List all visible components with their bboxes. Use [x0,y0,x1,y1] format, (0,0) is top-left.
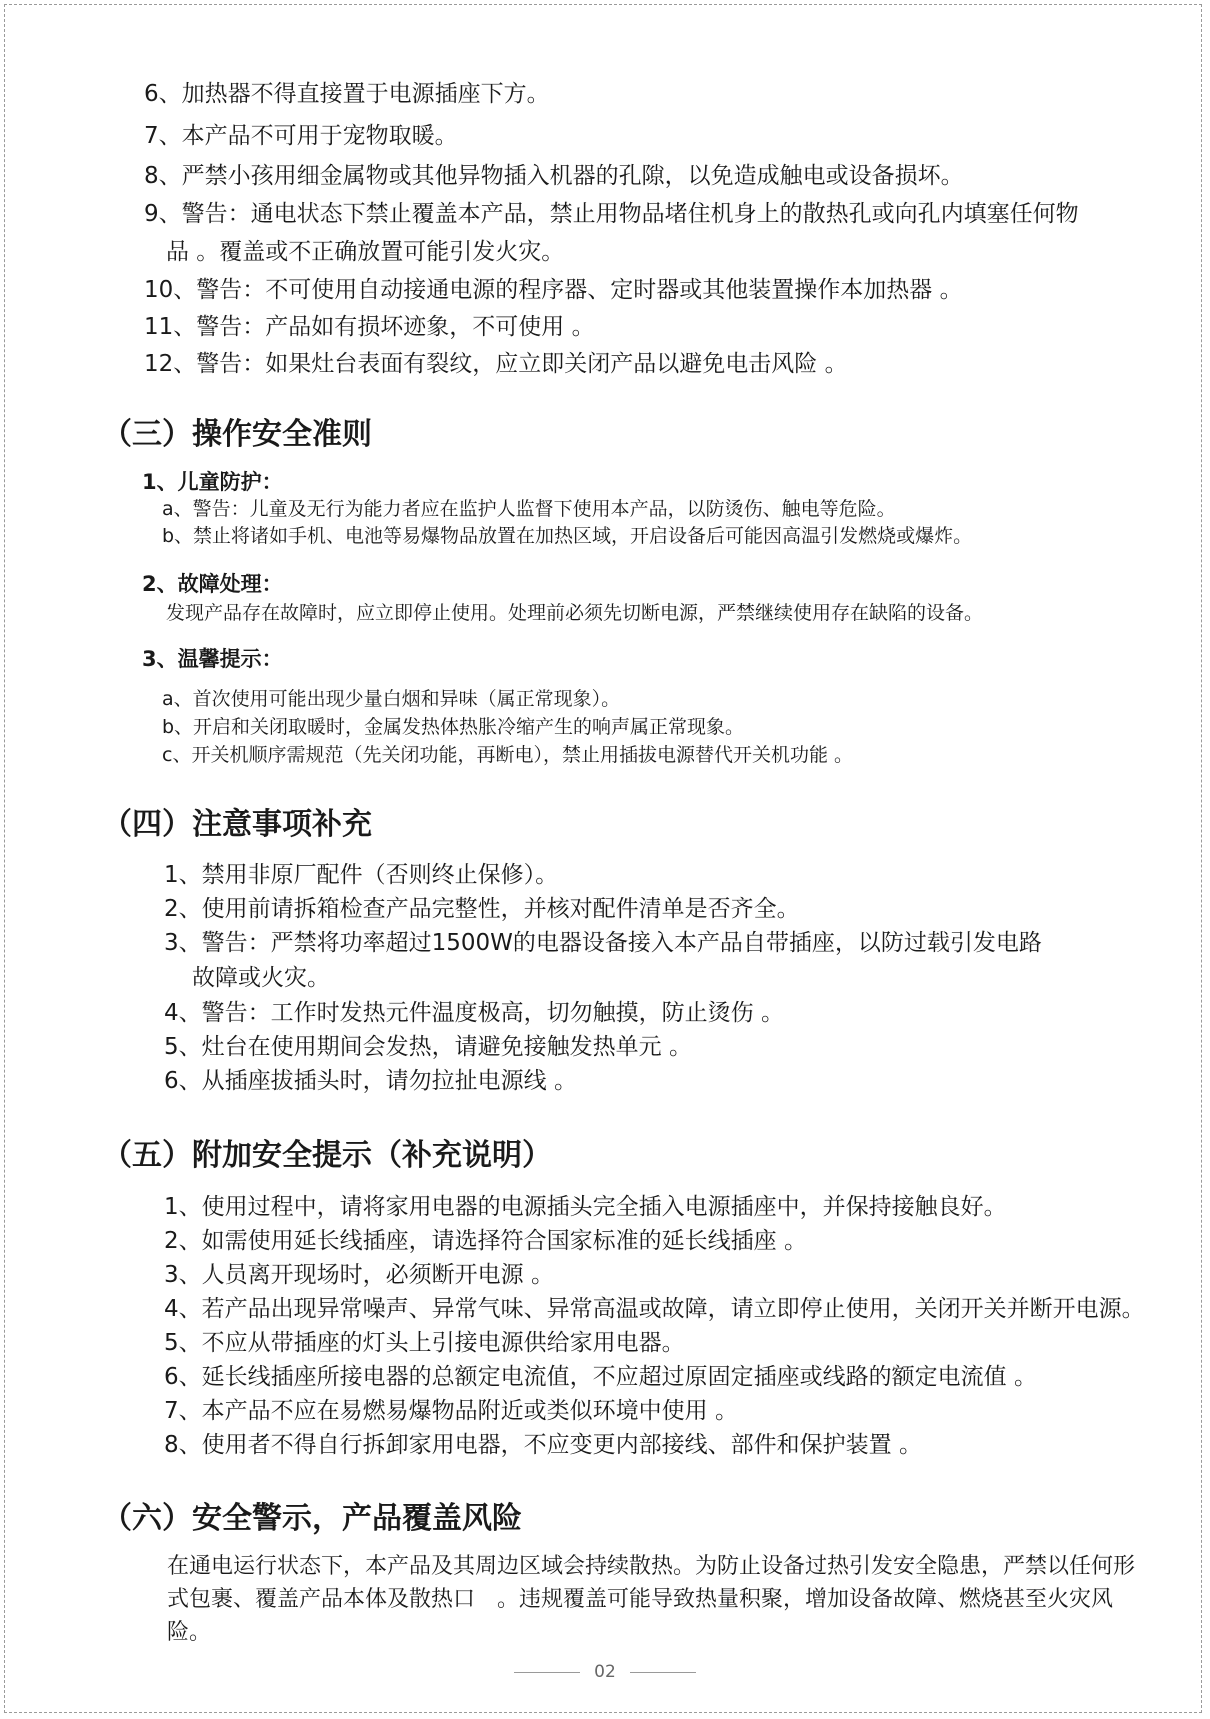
section-6-title: （六）安全警示，产品覆盖风险 [102,1501,522,1536]
list-item: 3、人员离开现场时，必须断开电源 。 [164,1262,554,1288]
list-item: 1、禁用非原厂配件（否则终止保修）。 [164,862,559,888]
section-6-paragraph: 在通电运行状态下，本产品及其周边区域会持续散热。为防止设备过热引发安全隐患，严禁以任何形式包裹、覆盖产品本体及散热口 。违规覆盖可能导致热量积聚，增加设备故障、燃烧甚至火灾风险。 [167,1554,1136,1645]
footer-rule-right [630,1672,696,1673]
list-item: 6、加热器不得直接置于电源插座下方。 [144,81,550,107]
list-item: 12、警告：如果灶台表面有裂纹，应立即关闭产品以避免电击风险 。 [144,351,848,377]
section-3-sub2-text: 发现产品存在故障时，应立即停止使用。处理前必须先切断电源，严禁继续使用存在缺陷的设备。 [166,602,984,624]
list-item: 4、警告：工作时发热元件温度极高，切勿触摸，防止烫伤 。 [164,1000,784,1026]
list-item: 7、本产品不应在易燃易爆物品附近或类似环境中使用 。 [164,1398,738,1424]
list-item: 8、使用者不得自行拆卸家用电器，不应变更内部接线、部件和保护装置 。 [164,1432,922,1458]
list-item: a、首次使用可能出现少量白烟和异味（属正常现象）。 [162,688,621,710]
list-item: 4、若产品出现异常噪声、异常气味、异常高温或故障，请立即停止使用，关闭开关并断开电源。 [164,1296,1145,1322]
list-item: b、禁止将诸如手机、电池等易爆物品放置在加热区域，开启设备后可能因高温引发燃烧或爆炸。 [162,525,973,547]
section-5-title: （五）附加安全提示（补充说明） [102,1138,552,1173]
page-footer [0,1662,1210,1682]
list-item: 10、警告：不可使用自动接通电源的程序器、定时器或其他装置操作本加热器 。 [144,277,963,303]
list-item: 8、严禁小孩用细金属物或其他异物插入机器的孔隙，以免造成触电或设备损坏。 [144,163,964,189]
list-item: 7、本产品不可用于宠物取暖。 [144,123,458,149]
section-3-sub1-title: 1、儿童防护： [142,470,283,494]
list-item: 9、警告：通电状态下禁止覆盖本产品，禁止用物品堵住机身上的散热孔或向孔内填塞任何物 [144,201,1079,227]
list-item: 11、警告：产品如有损坏迹象，不可使用 。 [144,314,595,340]
list-item-continuation: 故障或火灾。 [192,965,330,991]
section-3-sub3-title: 3、温馨提示： [142,647,283,671]
section-4-title: （四）注意事项补充 [102,807,372,842]
list-item: b、开启和关闭取暖时，金属发热体热胀冷缩产生的响声属正常现象。 [162,716,745,738]
list-item: 2、如需使用延长线插座，请选择符合国家标准的延长线插座 。 [164,1228,807,1254]
list-item: 5、不应从带插座的灯头上引接电源供给家用电器。 [164,1330,685,1356]
list-item: c、开关机顺序需规范（先关闭功能，再断电），禁止用插拔电源替代开关机功能 。 [162,744,853,766]
page-number: 02 [594,1662,616,1682]
footer-rule-left [514,1672,580,1673]
list-item: 6、延长线插座所接电器的总额定电流值，不应超过原固定插座或线路的额定电流值 。 [164,1364,1037,1390]
list-item: a、警告：儿童及无行为能力者应在监护人监督下使用本产品，以防烫伤、触电等危险。 [162,498,896,520]
list-item: 6、从插座拔插头时，请勿拉扯电源线 。 [164,1068,577,1094]
list-item: 1、使用过程中，请将家用电器的电源插头完全插入电源插座中，并保持接触良好。 [164,1194,1007,1220]
list-item: 2、使用前请拆箱检查产品完整性，并核对配件清单是否齐全。 [164,896,800,922]
list-item: 5、灶台在使用期间会发热，请避免接触发热单元 。 [164,1034,692,1060]
section-3-title: （三）操作安全准则 [102,417,372,452]
list-item: 3、警告：严禁将功率超过1500W的电器设备接入本产品自带插座，以防过载引发电路 [164,930,1042,956]
section-3-sub2-title: 2、故障处理： [142,572,283,596]
list-item-continuation: 品 。覆盖或不正确放置可能引发火灾。 [166,239,565,265]
